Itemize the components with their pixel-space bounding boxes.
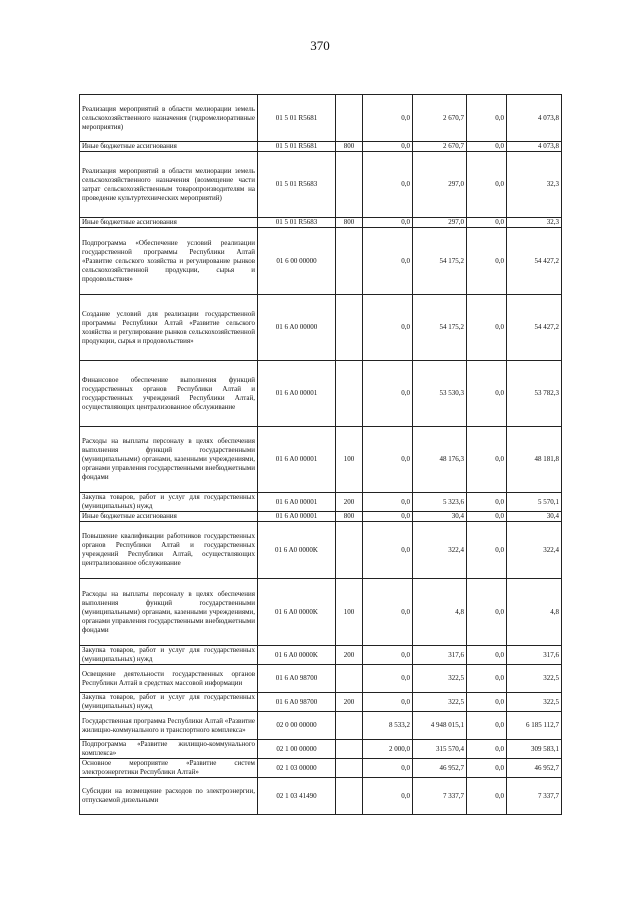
budget-table: [79, 94, 562, 815]
row-value-4: 322,5: [507, 665, 562, 693]
row-value-4: 46 952,7: [507, 759, 562, 778]
row-value-3: 0,0: [467, 152, 507, 218]
row-value-4: 322,4: [507, 522, 562, 579]
budget-table-body: [80, 95, 562, 815]
row-value-1: 0,0: [363, 152, 413, 218]
row-value-2: 2 670,7: [413, 142, 467, 152]
row-value-3: 0,0: [467, 740, 507, 759]
row-name: Реализация мероприятий в области мелиорации земель сельскохозяйственного назначения (возмещение части затрат сельскохозяйственным товаропроизводителям на проведение культуртехнических мероприятий): [80, 152, 258, 218]
row-value-2: 5 323,6: [413, 493, 467, 512]
row-name: Иные бюджетные ассигнования: [80, 512, 258, 522]
row-expense-type: 200: [336, 646, 363, 665]
row-value-4: 30,4: [507, 512, 562, 522]
row-value-1: 0,0: [363, 142, 413, 152]
row-value-2: 7 337,7: [413, 778, 467, 815]
table-row: [80, 665, 562, 693]
row-value-2: 2 670,7: [413, 95, 467, 142]
row-expense-type: [336, 228, 363, 295]
row-value-3: 0,0: [467, 778, 507, 815]
table-row: [80, 522, 562, 579]
row-code: 01 6 A0 00001: [258, 427, 336, 493]
row-value-1: 0,0: [363, 493, 413, 512]
row-value-2: 322,5: [413, 665, 467, 693]
row-value-4: 32,3: [507, 152, 562, 218]
row-name: Закупка товаров, работ и услуг для государственных (муниципальных) нужд: [80, 693, 258, 712]
row-code: 01 6 A0 00001: [258, 512, 336, 522]
row-name: Основное мероприятие «Развитие систем электроэнергетики Республики Алтай»: [80, 759, 258, 778]
row-value-4: 53 782,3: [507, 361, 562, 427]
row-value-4: 4 073,8: [507, 142, 562, 152]
row-code: 01 6 A0 0000K: [258, 579, 336, 646]
row-name: Реализация мероприятий в области мелиорации земель сельскохозяйственного назначения (гидромелиоративные мероприятия): [80, 95, 258, 142]
row-value-2: 322,5: [413, 693, 467, 712]
row-value-3: 0,0: [467, 493, 507, 512]
row-value-2: 54 175,2: [413, 228, 467, 295]
row-value-2: 317,6: [413, 646, 467, 665]
row-expense-type: [336, 740, 363, 759]
row-value-4: 54 427,2: [507, 228, 562, 295]
row-name: Иные бюджетные ассигнования: [80, 142, 258, 152]
row-value-3: 0,0: [467, 759, 507, 778]
row-expense-type: [336, 361, 363, 427]
row-name: Субсидии на возмещение расходов по электроэнергии, отпускаемой дизельными: [80, 778, 258, 815]
row-value-4: 322,5: [507, 693, 562, 712]
row-name: Финансовое обеспечение выполнения функций государственных органов Республики Алтай и государственных учреждений Республики Алтай, осуществляющих централизованное обслуживание: [80, 361, 258, 427]
row-value-3: 0,0: [467, 295, 507, 361]
row-value-2: 54 175,2: [413, 295, 467, 361]
row-expense-type: [336, 95, 363, 142]
row-value-3: 0,0: [467, 646, 507, 665]
row-value-1: 0,0: [363, 95, 413, 142]
table-row: [80, 778, 562, 815]
row-name: Закупка товаров, работ и услуг для государственных (муниципальных) нужд: [80, 646, 258, 665]
row-value-2: 4 948 015,1: [413, 712, 467, 740]
row-expense-type: 800: [336, 142, 363, 152]
row-expense-type: 100: [336, 579, 363, 646]
row-expense-type: [336, 712, 363, 740]
row-value-1: 0,0: [363, 427, 413, 493]
table-row: [80, 218, 562, 228]
row-value-3: 0,0: [467, 218, 507, 228]
row-value-1: 0,0: [363, 218, 413, 228]
row-code: 01 6 A0 00001: [258, 493, 336, 512]
row-name: Освещение деятельности государственных органов Республики Алтай в средствах массовой информации: [80, 665, 258, 693]
row-value-1: 0,0: [363, 579, 413, 646]
row-name: Создание условий для реализации государственной программы Республики Алтай «Развитие сельского хозяйства и регулирование рынков сельскохозяйственной продукции, сырья и продовольствия»: [80, 295, 258, 361]
row-value-1: 0,0: [363, 512, 413, 522]
row-expense-type: [336, 152, 363, 218]
row-value-1: 0,0: [363, 228, 413, 295]
row-name: Повышение квалификации работников государственных органов Республики Алтай и государственных учреждений Республики Алтай, осуществляющих централизованное обслуживание: [80, 522, 258, 579]
row-value-3: 0,0: [467, 95, 507, 142]
row-value-2: 297,0: [413, 218, 467, 228]
row-value-3: 0,0: [467, 427, 507, 493]
row-code: 01 5 01 R5683: [258, 218, 336, 228]
row-name: Иные бюджетные ассигнования: [80, 218, 258, 228]
row-value-4: 54 427,2: [507, 295, 562, 361]
row-code: 01 5 01 R5681: [258, 95, 336, 142]
row-code: 01 6 A0 98700: [258, 665, 336, 693]
row-code: 01 5 01 R5681: [258, 142, 336, 152]
row-value-1: 0,0: [363, 361, 413, 427]
table-row: [80, 646, 562, 665]
row-name: Расходы на выплаты персоналу в целях обеспечения выполнения функций государственными (муниципальными) органами, казенными учреждениями, органами управления государственными внебюджетными фондами: [80, 579, 258, 646]
row-value-2: 322,4: [413, 522, 467, 579]
row-expense-type: 800: [336, 512, 363, 522]
row-value-2: 30,4: [413, 512, 467, 522]
row-name: Расходы на выплаты персоналу в целях обеспечения выполнения функций государственными (муниципальными) органами, казенными учреждениями, органами управления государственными внебюджетными фондами: [80, 427, 258, 493]
row-code: 02 0 00 00000: [258, 712, 336, 740]
row-expense-type: [336, 778, 363, 815]
row-expense-type: 800: [336, 218, 363, 228]
row-value-3: 0,0: [467, 693, 507, 712]
row-value-3: 0,0: [467, 142, 507, 152]
row-value-4: 4 073,8: [507, 95, 562, 142]
row-code: 01 6 A0 00001: [258, 361, 336, 427]
row-value-4: 7 337,7: [507, 778, 562, 815]
row-expense-type: [336, 295, 363, 361]
row-code: 01 6 A0 98700: [258, 693, 336, 712]
row-expense-type: [336, 759, 363, 778]
row-value-4: 6 185 112,7: [507, 712, 562, 740]
row-value-3: 0,0: [467, 361, 507, 427]
page-number: 370: [310, 38, 330, 53]
row-code: 02 1 00 00000: [258, 740, 336, 759]
row-expense-type: [336, 665, 363, 693]
row-code: 01 6 A0 00000: [258, 295, 336, 361]
row-value-2: 315 570,4: [413, 740, 467, 759]
row-value-4: 32,3: [507, 218, 562, 228]
row-value-3: 0,0: [467, 522, 507, 579]
row-value-3: 0,0: [467, 228, 507, 295]
table-row: [80, 740, 562, 759]
table-row: [80, 95, 562, 142]
row-value-2: 46 952,7: [413, 759, 467, 778]
table-row: [80, 427, 562, 493]
row-value-4: 4,8: [507, 579, 562, 646]
row-value-1: 8 533,2: [363, 712, 413, 740]
row-value-3: 0,0: [467, 579, 507, 646]
row-name: Подпрограмма «Развитие жилищно-коммунального комплекса»: [80, 740, 258, 759]
row-expense-type: [336, 522, 363, 579]
row-value-1: 0,0: [363, 295, 413, 361]
table-row: [80, 228, 562, 295]
row-value-3: 0,0: [467, 665, 507, 693]
row-value-3: 0,0: [467, 712, 507, 740]
row-value-2: 297,0: [413, 152, 467, 218]
table-row: [80, 152, 562, 218]
row-code: 01 5 01 R5683: [258, 152, 336, 218]
row-name: Закупка товаров, работ и услуг для государственных (муниципальных) нужд: [80, 493, 258, 512]
row-value-3: 0,0: [467, 512, 507, 522]
row-value-2: 53 530,3: [413, 361, 467, 427]
row-value-1: 0,0: [363, 665, 413, 693]
row-value-1: 0,0: [363, 522, 413, 579]
row-code: 02 1 03 00000: [258, 759, 336, 778]
row-code: 01 6 00 00000: [258, 228, 336, 295]
row-value-1: 2 000,0: [363, 740, 413, 759]
table-row: [80, 512, 562, 522]
row-value-1: 0,0: [363, 778, 413, 815]
row-value-4: 48 181,8: [507, 427, 562, 493]
table-row: [80, 142, 562, 152]
row-value-4: 5 570,1: [507, 493, 562, 512]
row-name: Подпрограмма «Обеспечение условий реализации государственной программы Республики Алтай «Развитие сельского хозяйства и регулирование рынков сельскохозяйственной продукции, сырья и продовольствия»: [80, 228, 258, 295]
table-row: [80, 579, 562, 646]
row-value-1: 0,0: [363, 693, 413, 712]
row-expense-type: 200: [336, 493, 363, 512]
row-code: 01 6 A0 0000K: [258, 522, 336, 579]
row-code: 01 6 A0 0000K: [258, 646, 336, 665]
row-expense-type: 100: [336, 427, 363, 493]
table-row: [80, 759, 562, 778]
row-value-4: 309 583,1: [507, 740, 562, 759]
table-row: [80, 493, 562, 512]
row-value-1: 0,0: [363, 759, 413, 778]
table-row: [80, 361, 562, 427]
row-value-1: 0,0: [363, 646, 413, 665]
row-value-2: 48 176,3: [413, 427, 467, 493]
row-expense-type: 200: [336, 693, 363, 712]
table-row: [80, 693, 562, 712]
row-value-2: 4,8: [413, 579, 467, 646]
row-code: 02 1 03 41490: [258, 778, 336, 815]
table-row: [80, 712, 562, 740]
row-value-4: 317,6: [507, 646, 562, 665]
row-name: Государственная программа Республики Алтай «Развитие жилищно-коммунального и транспортного комплекса»: [80, 712, 258, 740]
table-row: [80, 295, 562, 361]
